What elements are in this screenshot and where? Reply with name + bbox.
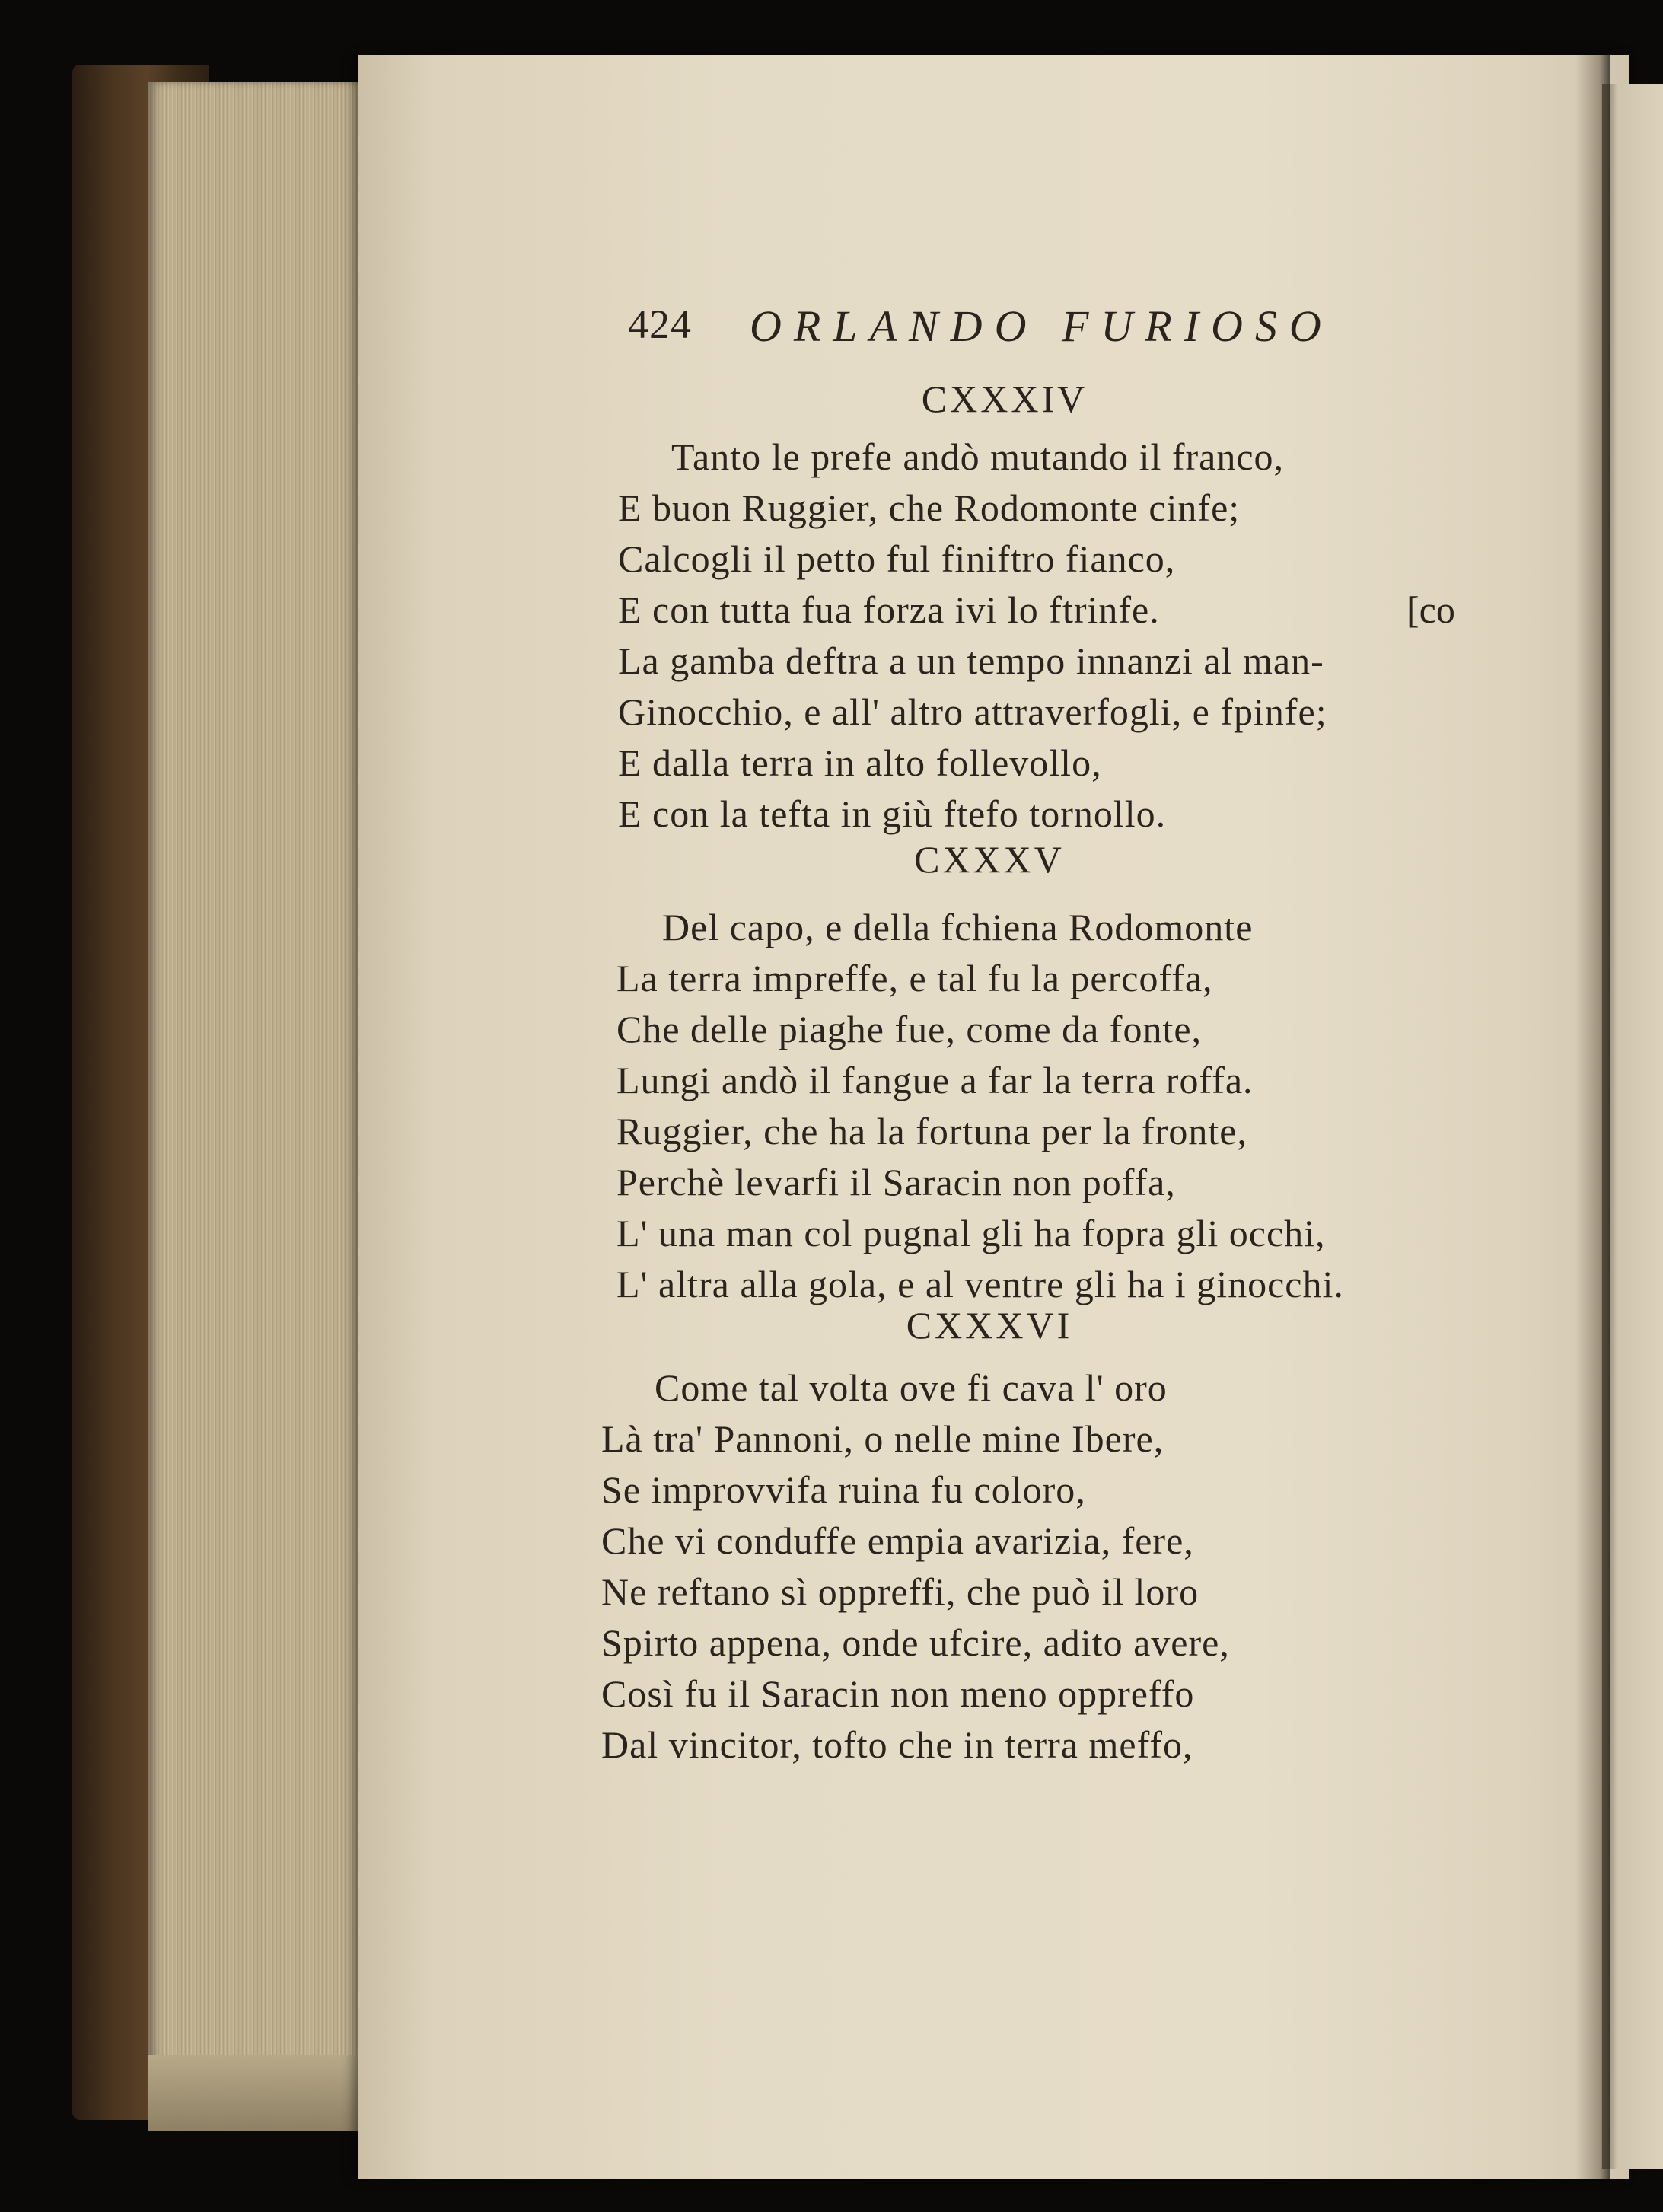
verse-line: Del capo, e della fchiena Rodomonte (662, 906, 1254, 948)
verse-line: Ne reftano sì oppreffi, che può il loro (601, 1570, 1199, 1613)
turnover-mark: [co (1407, 588, 1455, 631)
verse-line: E con la tefta in giù ftefo tornollo. (618, 792, 1167, 835)
verse-line: Tanto le prefe andò mutando il franco, (671, 435, 1285, 478)
page-number: 424 (628, 301, 692, 347)
verse-line: Se improvvifa ruina fu coloro, (601, 1468, 1086, 1511)
verse-line: Lungi andò il fangue a far la terra roffa. (616, 1059, 1254, 1101)
verse-line: Ruggier, che ha la fortuna per la fronte, (616, 1110, 1247, 1152)
adjacent-page-edge (1602, 84, 1663, 2169)
verse-line: E buon Ruggier, che Rodomonte cinfe; (618, 486, 1241, 529)
verse-line: Così fu il Saracin non meno oppreffo (601, 1672, 1195, 1715)
page-fore-edge (148, 82, 377, 2115)
verse-line: Che delle piaghe fue, come da fonte, (616, 1008, 1203, 1050)
verse-line: La gamba deftra a un tempo innanzi al man- (618, 639, 1324, 682)
stanza-number: CXXXVI (906, 1304, 1073, 1347)
verse-line: Che vi conduffe empia avarizia, fere, (601, 1519, 1194, 1562)
stanza-verses (616, 902, 1344, 1310)
verse-line: Dal vincitor, tofto che in terra meffo, (601, 1723, 1193, 1766)
verse-line: Spirto appena, onde ufcire, adito avere, (601, 1621, 1230, 1664)
verse-line: L' una man col pugnal gli ha fopra gli occhi, (616, 1212, 1326, 1254)
verse-line: Perchè levarfi il Saracin non poffa, (616, 1161, 1176, 1203)
stanza-verses (618, 432, 1327, 840)
stanza-verses (601, 1363, 1230, 1771)
verse-line: L' altra alla gola, e al ventre gli ha i ginocchi. (616, 1263, 1344, 1305)
page-gutter-shadow (1575, 55, 1610, 2179)
verse-line: Calcogli il petto ful finiftro fianco, (618, 537, 1176, 580)
page-header (628, 301, 1404, 369)
page-fore-edge-bottom (148, 2055, 377, 2131)
running-title: ORLANDO FURIOSO (750, 301, 1333, 351)
verse-line: La terra impreffe, e tal fu la percoffa, (616, 957, 1213, 999)
verse-line: Ginocchio, e all' altro attraverfogli, e fpinfe; (618, 690, 1327, 733)
verse-line: Là tra' Pannoni, o nelle mine Ibere, (601, 1417, 1164, 1460)
verse-line: Come tal volta ove fi cava l' oro (655, 1366, 1168, 1409)
stanza-number: CXXXIV (921, 378, 1088, 420)
verse-line: E dalla terra in alto follevollo, (618, 741, 1102, 784)
verse-line: E con tutta fua forza ivi lo ftrinfe. (618, 588, 1160, 631)
stanza-number: CXXXV (914, 838, 1065, 881)
